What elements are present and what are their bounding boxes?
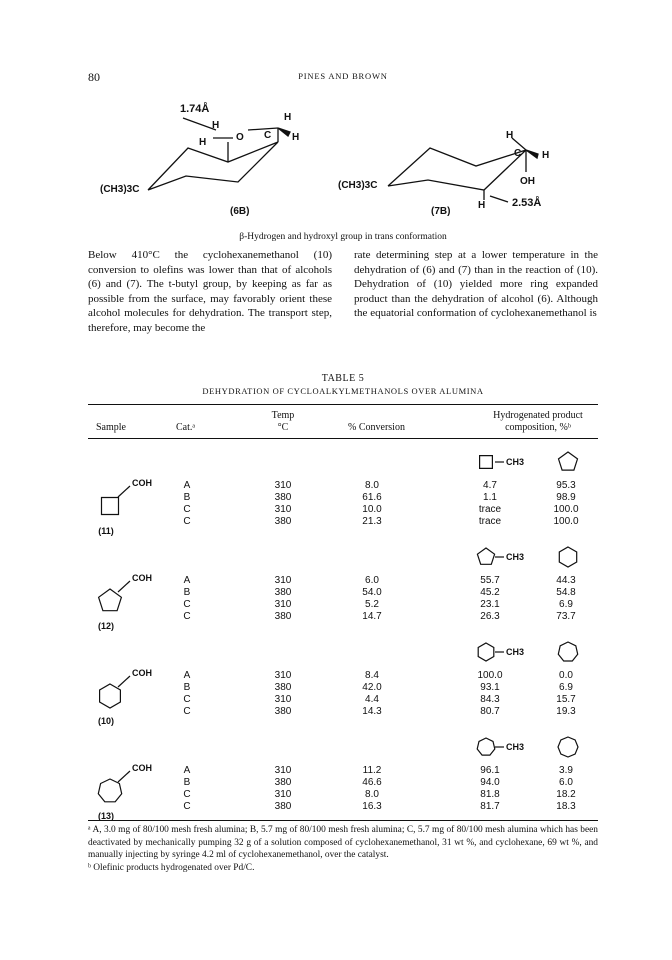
wedge-bond-7b (526, 150, 538, 158)
cell-conversion: 5.2 (365, 599, 379, 610)
cell-product-methyl: 4.7 (483, 480, 497, 491)
cell-cat: A (183, 765, 191, 776)
product-expanded-ring-(11) (559, 452, 578, 470)
cell-conversion: 21.3 (362, 516, 382, 527)
o-atom-6b: O (236, 132, 244, 143)
col-head-sample-text: Sample (96, 422, 126, 433)
reactant-coh-label: COH (132, 763, 152, 773)
page-number: 80 (88, 70, 100, 84)
reactant-ring-(10) (100, 684, 121, 708)
h-atom-6b-b: H (284, 112, 292, 123)
cell-product-expanded: 100.0 (553, 516, 579, 527)
cell-conversion: 14.3 (362, 706, 382, 717)
substituent-7b: (CH3)3C (338, 180, 378, 191)
h-atom-6b-a: H (212, 120, 220, 131)
reactant-ring-(11) (102, 498, 119, 515)
table-header-rule (88, 438, 598, 439)
table-number: TABLE 5 (321, 373, 365, 384)
label-6b: (6B) (230, 206, 250, 217)
cell-product-expanded: 6.9 (559, 682, 573, 693)
distance-7b: 2.53Å (512, 197, 542, 209)
figure-caption: β-Hydrogen and hydroxyl group in trans conformation (239, 232, 447, 242)
cell-product-expanded: 100.0 (553, 504, 579, 515)
cell-product-expanded: 18.2 (556, 789, 576, 800)
cell-product-methyl: 96.1 (480, 765, 500, 776)
reactant-coh-label: COH (132, 478, 152, 488)
product-ch3-label: CH3 (506, 552, 525, 562)
footnotes (88, 824, 598, 874)
product-expanded-ring-(10) (558, 642, 577, 661)
cell-cat: B (183, 587, 191, 598)
product-methyl-ring-(10) (478, 643, 494, 661)
chair-ring-6b (148, 142, 278, 190)
col-head-sample (96, 422, 126, 434)
distance-6b: 1.74Å (180, 103, 210, 115)
cell-temp: 310 (274, 599, 292, 610)
reactant-coh-bond-(10) (118, 676, 130, 687)
cell-temp: 380 (274, 682, 292, 693)
compound-number: (12) (97, 621, 115, 631)
col-head-temp-line2: °C (277, 422, 289, 433)
cell-cat: A (183, 480, 191, 491)
c-atom-6b: C (264, 130, 272, 141)
cell-temp: 380 (274, 801, 292, 812)
c-atom-7b: C (514, 148, 522, 159)
cell-cat: B (183, 777, 191, 788)
cell-temp: 380 (274, 611, 292, 622)
h-atom-7b-b: H (542, 150, 550, 161)
cell-cat: C (183, 504, 191, 515)
cell-product-methyl: 94.0 (480, 777, 500, 788)
cell-temp: 310 (274, 694, 292, 705)
h-atom-6b-c: H (292, 132, 300, 143)
conformation-figure (88, 90, 598, 250)
col-head-conversion-text: % Conversion (348, 422, 405, 433)
cell-cat: C (183, 694, 191, 705)
cell-product-expanded: 3.9 (559, 765, 573, 776)
chair-ring-7b (388, 148, 526, 190)
cell-product-methyl: 55.7 (480, 575, 500, 586)
h-atom-6b-ring: H (199, 137, 207, 148)
cell-temp: 310 (274, 480, 292, 491)
cell-temp: 310 (274, 575, 292, 586)
oh-group-7b: OH (520, 176, 535, 187)
cell-cat: A (183, 670, 191, 681)
cell-conversion: 4.4 (365, 694, 379, 705)
col-head-cat (176, 422, 195, 434)
page-header (88, 70, 598, 86)
compound-number: (13) (97, 811, 115, 820)
reactant-coh-bond-(12) (118, 581, 130, 592)
cell-product-expanded: 0.0 (559, 670, 573, 681)
col-head-temp-line1: Temp (271, 410, 295, 421)
cell-cat: B (183, 492, 191, 503)
cell-temp: 310 (274, 670, 292, 681)
cell-cat: C (183, 706, 191, 717)
cell-temp: 380 (274, 492, 292, 503)
cell-product-expanded: 54.8 (556, 587, 576, 598)
cell-conversion: 8.0 (365, 480, 379, 491)
cell-product-methyl: 26.3 (480, 611, 500, 622)
cell-product-methyl: 93.1 (480, 682, 500, 693)
product-methyl-ring-(13) (477, 738, 495, 755)
product-ch3-label: CH3 (506, 647, 525, 657)
table-bottom-rule (88, 820, 598, 821)
col-head-conversion (348, 422, 405, 434)
cell-temp: 380 (274, 777, 292, 788)
col-head-product (478, 410, 598, 434)
cell-conversion: 42.0 (362, 682, 382, 693)
cell-product-methyl: trace (478, 504, 502, 515)
cell-temp: 310 (274, 789, 292, 800)
cell-product-methyl: 81.8 (480, 789, 500, 800)
cell-product-methyl: 81.7 (480, 801, 500, 812)
product-expanded-ring-(12) (559, 547, 576, 567)
cell-conversion: 16.3 (362, 801, 382, 812)
footnote-a: ᵃ A, 3.0 mg of 80/100 mesh fresh alumina; B, 5.7 mg of 80/100 mesh fresh alumina; C, 5.7 mg of 80/100 mesh alumina which has been deactivated by mechanically pumping 32 g of a solution composed of cyclohexanemethanol, 31 wt %, and cyclohexane, 69 wt %, and manually injecting by syringe 4.2 ml of cyclohexanemethanol, over the catalyst. (88, 825, 598, 860)
col-head-cat-text: Cat.ᵃ (176, 422, 196, 433)
cell-product-methyl: trace (478, 516, 502, 527)
reactant-coh-bond-(11) (118, 486, 130, 497)
substituent-6b: (CH3)3C (100, 184, 140, 195)
footnote-b: ᵇ Olefinic products hydrogenated over Pd/C. (88, 862, 255, 873)
body-text-left: Below 410°C the cyclohexanemethanol (10) conversion to olefins was lower than that of alcohols (6) and (7). The t-butyl group, by keeping as far as possible from the surface, may favorably orient these alcohol molecules for dehydration. The transport step, therefore, may become the (88, 249, 332, 334)
reactant-ring-(12) (99, 589, 122, 611)
reactant-ring-(13) (98, 779, 121, 802)
cell-temp: 310 (274, 504, 292, 515)
reactant-coh-bond-(13) (118, 771, 130, 782)
cell-cat: C (183, 516, 191, 527)
cell-cat: B (183, 682, 191, 693)
cell-conversion: 61.6 (362, 492, 382, 503)
compound-number: (11) (98, 526, 114, 536)
cell-cat: C (183, 611, 191, 622)
product-methyl-ring-(12) (477, 548, 494, 564)
compound-number: (10) (97, 716, 115, 726)
col-head-temp (258, 410, 308, 434)
cell-product-methyl: 80.7 (480, 706, 500, 717)
table-top-rule (88, 404, 598, 405)
cell-product-expanded: 98.9 (556, 492, 576, 503)
wedge-bond-6b (278, 128, 290, 136)
table-caption: DEHYDRATION OF CYCLOALKYLMETHANOLS OVER ALUMINA (202, 386, 484, 396)
product-expanded-ring-(13) (558, 737, 578, 757)
product-ch3-label: CH3 (506, 457, 525, 467)
running-head: PINES AND BROWN (298, 71, 388, 81)
table-body (0, 440, 672, 820)
cell-product-methyl: 84.3 (480, 694, 500, 705)
cell-product-expanded: 44.3 (556, 575, 576, 586)
cell-product-expanded: 18.3 (556, 801, 576, 812)
reactant-coh-label: COH (132, 668, 152, 678)
cell-conversion: 14.7 (362, 611, 382, 622)
cell-cat: A (183, 575, 191, 586)
cell-temp: 310 (274, 765, 292, 776)
body-text-right: rate determining step at a lower temperature in the dehydration of (6) and (7) than in the reaction of (10). Dehydration of (10) yielded more ring expanded product than the dehydration of alcohol (6). Although the equatorial conformation of cyclohexanemethanol is (354, 249, 598, 320)
cell-product-expanded: 6.9 (559, 599, 573, 610)
cell-product-expanded: 6.0 (559, 777, 573, 788)
h-atom-7b-ring: H (478, 200, 486, 211)
cell-cat: C (183, 789, 191, 800)
h-atom-7b-a: H (506, 130, 514, 141)
cell-product-expanded: 95.3 (556, 480, 576, 491)
cell-product-methyl: 45.2 (480, 587, 500, 598)
col-head-product-line1: Hydrogenated product (493, 410, 583, 421)
cell-product-methyl: 23.1 (480, 599, 500, 610)
cell-temp: 380 (274, 587, 292, 598)
product-methyl-ring-(11) (480, 456, 493, 469)
cell-product-expanded: 19.3 (556, 706, 576, 717)
label-7b: (7B) (431, 206, 451, 217)
cell-temp: 380 (274, 706, 292, 717)
cell-product-methyl: 100.0 (477, 670, 503, 681)
reactant-coh-label: COH (132, 573, 152, 583)
cell-product-methyl: 1.1 (483, 492, 497, 503)
cell-product-expanded: 73.7 (556, 611, 576, 622)
cell-conversion: 6.0 (365, 575, 379, 586)
cell-conversion: 10.0 (362, 504, 382, 515)
cell-conversion: 8.0 (365, 789, 379, 800)
cell-product-expanded: 15.7 (556, 694, 576, 705)
product-ch3-label: CH3 (506, 742, 525, 752)
cell-conversion: 54.0 (362, 587, 382, 598)
cell-temp: 380 (274, 516, 292, 527)
cell-cat: C (183, 801, 191, 812)
cell-conversion: 46.6 (362, 777, 382, 788)
cell-conversion: 8.4 (365, 670, 379, 681)
cell-conversion: 11.2 (362, 765, 382, 776)
col-head-product-line2: composition, %ᵇ (505, 422, 571, 433)
cell-cat: C (183, 599, 191, 610)
